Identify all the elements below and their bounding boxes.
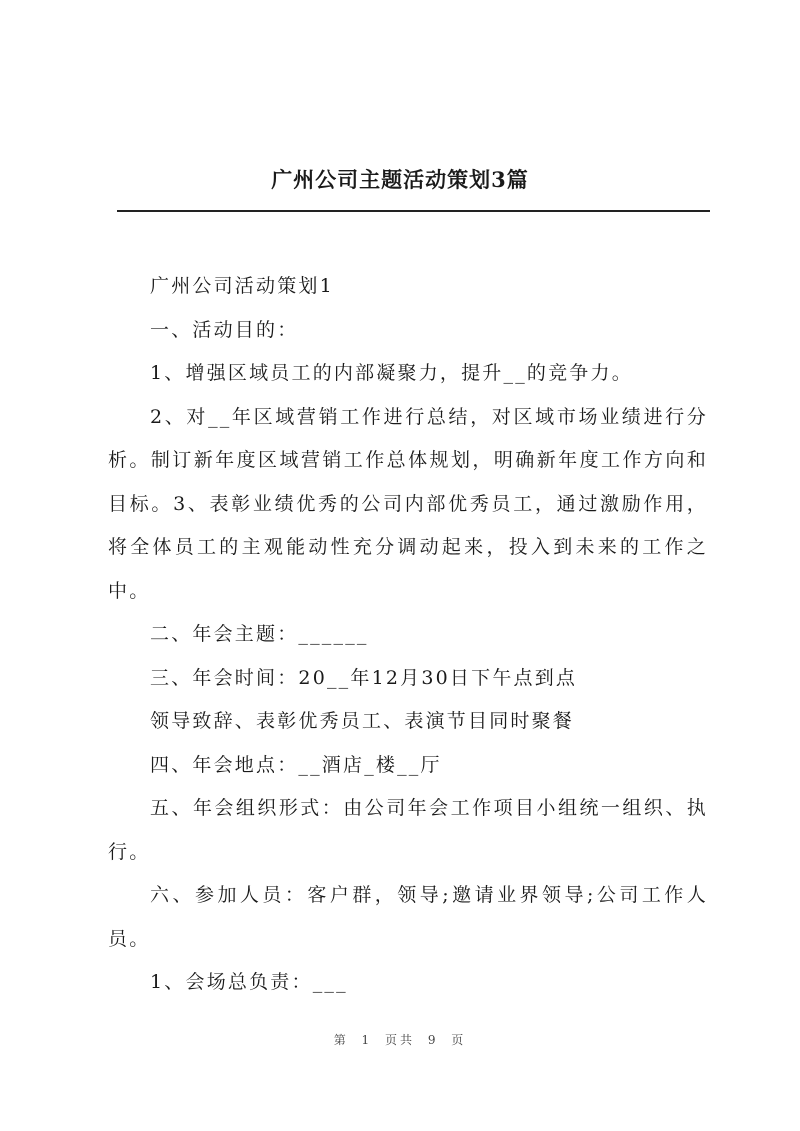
document-body bbox=[108, 265, 708, 1005]
paragraph: 二、年会主题：______ bbox=[150, 623, 369, 645]
paragraph: 1、增强区域员工的内部凝聚力，提升__的竞争力。 bbox=[150, 362, 633, 384]
paragraph: 四、年会地点：__酒店_楼__厅 bbox=[150, 753, 442, 776]
paragraph: 六、参加人员：客户群，领导;邀请业界领导;公司工作人员。 bbox=[108, 884, 708, 950]
section-heading: 广州公司活动策划1 bbox=[150, 275, 334, 297]
paragraph: 1、会场总负责：___ bbox=[150, 971, 348, 993]
document-title: 广州公司主题活动策划3篇 bbox=[271, 167, 529, 192]
title-divider bbox=[117, 210, 710, 212]
paragraph: 一、活动目的： bbox=[150, 318, 299, 341]
page-number-footer: 第 1 页共 9 页 bbox=[333, 1033, 467, 1047]
paragraph: 五、年会组织形式：由公司年会工作项目小组统一组织、执行。 bbox=[108, 797, 708, 863]
paragraph: 领导致辞、表彰优秀员工、表演节目同时聚餐 bbox=[150, 710, 575, 732]
paragraph: 三、年会时间：20__年12月30日下午点到点 bbox=[150, 666, 578, 689]
paragraph: 2、对__年区域营销工作进行总结，对区域市场业绩进行分析。制订新年度区域营销工作总体规划，明确新年度工作方向和目标。3、表彰业绩优秀的公司内部优秀员工，通过激励作用，将全体员工的主观能动性充分调动起来，投入到未来的工作之中。 bbox=[108, 405, 708, 602]
